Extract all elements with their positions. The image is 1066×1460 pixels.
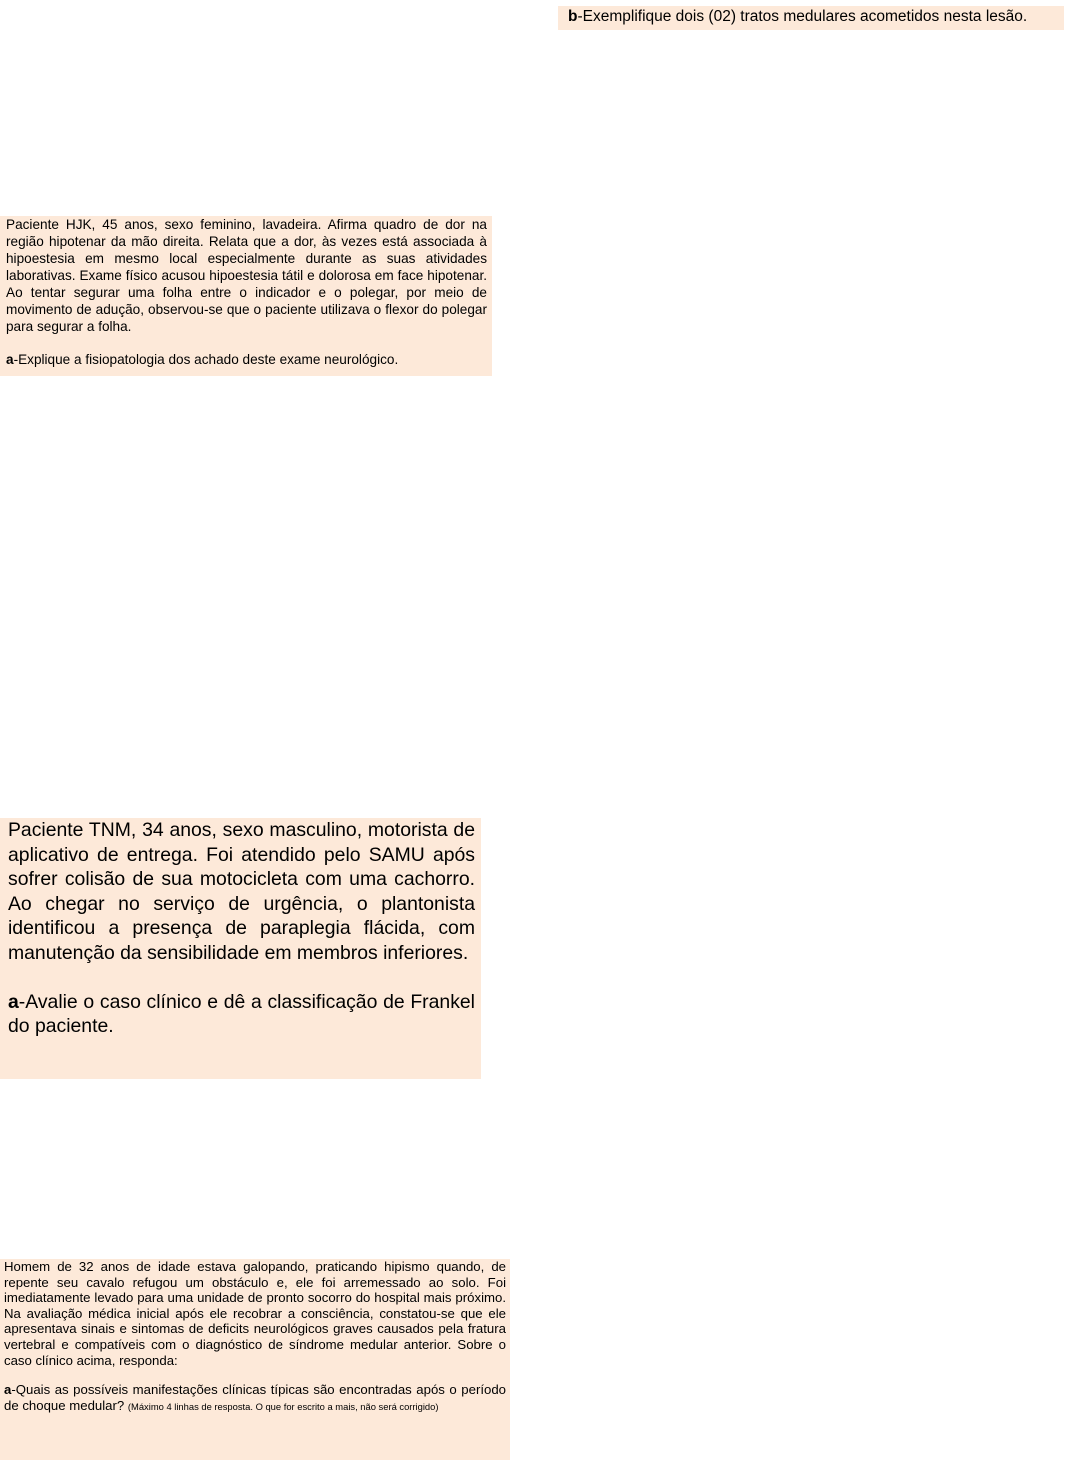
case-description: Paciente TNM, 34 anos, sexo masculino, motorista de aplicativo de entrega. Foi atendido pelo SAMU após sofrer colisão de sua motocicleta com uma cachorro. Ao chegar no serviço de urgência, o plantonista identificou a presença de paraplegia flácida, com manutenção da sensibilidade em membros inferiores. <box>8 819 475 964</box>
question-letter: a <box>4 1382 12 1398</box>
question-text: -Avalie o caso clínico e dê a classificação de Frankel do paciente. <box>8 990 475 1038</box>
question-letter: a <box>6 352 14 367</box>
question-text: -Exemplifique dois (02) tratos medulares acometidos nesta lesão. <box>577 8 1028 25</box>
case-hjk-box <box>0 216 492 376</box>
question-note: (Máximo 4 linhas de resposta. O que for escrito a mais, não será corrigido) <box>127 1400 439 1412</box>
case-question <box>8 990 475 1039</box>
case-question <box>6 351 487 368</box>
case-question <box>4 1382 506 1414</box>
question-letter: b <box>568 8 578 25</box>
case-hipismo-box <box>0 1259 510 1460</box>
question-text: -Quais as possíveis manifestações clínicas típicas são encontradas após o período de choque medular? <box>4 1382 506 1413</box>
case-description: Homem de 32 anos de idade estava galopando, praticando hipismo quando, de repente seu cavalo refugou um obstáculo e, ele foi arremessado ao solo. Foi imediatamente levado para uma unidade de pronto socorro do hospital mais próximo. Na avaliação médica inicial após ele recobrar a consciência, constatou-se que ele apresentava sinais e sintomas de deficits neurológicos graves causados pela fratura vertebral e compatíveis com o diagnóstico de síndrome medular anterior. Sobre o caso clínico acima, responda: <box>4 1259 506 1368</box>
case-description: Paciente HJK, 45 anos, sexo feminino, lavadeira. Afirma quadro de dor na região hipotenar da mão direita. Relata que a dor, às vezes está associada à hipoestesia em mesmo local especialmente durante as suas atividades laborativas. Exame físico acusou hipoestesia tátil e dolorosa em face hipotenar. Ao tentar segurar uma folha entre o indicador e o polegar, por meio de movimento de adução, observou-se que o paciente utilizava o flexor do polegar para segurar a folha. <box>6 217 487 334</box>
question-b-box <box>558 6 1064 30</box>
question-text: -Explique a fisiopatologia dos achado deste exame neurológico. <box>13 352 399 367</box>
case-tnm-box <box>0 818 481 1079</box>
question-letter: a <box>8 990 19 1013</box>
